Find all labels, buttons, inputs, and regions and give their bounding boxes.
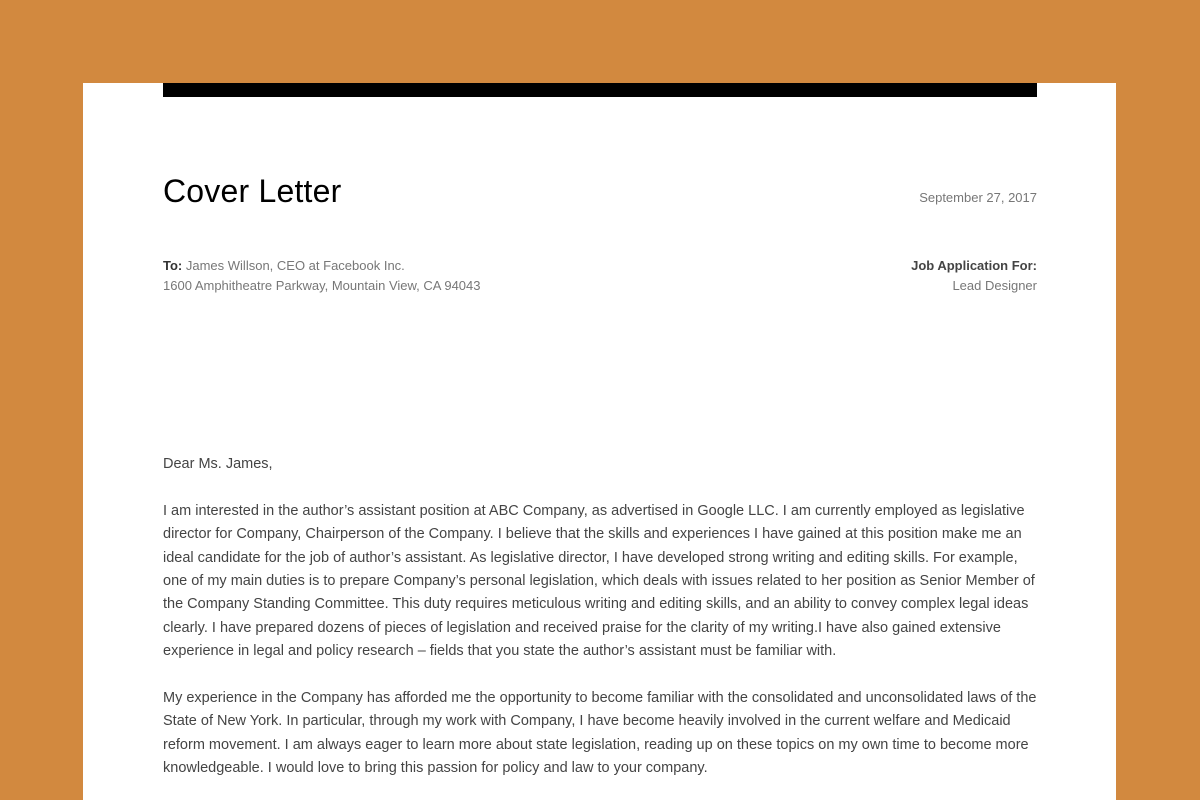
letter-page <box>83 83 1116 800</box>
recipient-label: To: <box>163 258 183 273</box>
job-position: Lead Designer <box>952 278 1037 293</box>
job-application-block <box>911 256 1037 296</box>
header-accent-bar <box>163 83 1037 97</box>
page-title: Cover Letter <box>163 173 342 209</box>
salutation: Dear Ms. James, <box>163 456 273 472</box>
recipient-address: 1600 Amphitheatre Parkway, Mountain View, CA 94043 <box>163 278 481 293</box>
letter-date: September 27, 2017 <box>919 190 1037 205</box>
job-application-label: Job Application For: <box>911 258 1037 273</box>
letter-body <box>163 453 1037 800</box>
recipient-line <box>163 256 481 276</box>
body-paragraph-2: My experience in the Company has afforded me the opportunity to become familiar with the consolidated and unconsolidated laws of the State of New York. In particular, through my work with Company, I have become heavily involved in the current welfare and Medicaid reform movement. I am always eager to learn more about state legislation, reading up on these topics on my own time to become more knowledgeable. I would love to bring this passion for policy and law to your company. <box>163 690 1037 777</box>
body-paragraph-1: I am interested in the author’s assistant position at ABC Company, as advertised in Google LLC. I am currently employed as legislative director for Company, Chairperson of the Company. I believe that the skills and experiences I have gained at this position make me an ideal candidate for the job of author’s assistant. As legislative director, I have developed strong writing and editing skills. For example, one of my main duties is to prepare Company’s personal legislation, which deals with issues related to her position as Senior Member of the Company Standing Committee. This duty requires meticulous writing and editing skills, and an ability to convey complex legal ideas clearly. I have prepared dozens of pieces of legislation and received praise for the clarity of my writing.I have also gained extensive experience in legal and policy research – fields that you state the author’s assistant must be familiar with. <box>163 502 1035 660</box>
recipient-name: James Willson, CEO at Facebook Inc. <box>185 258 405 273</box>
recipient-block <box>163 256 481 296</box>
